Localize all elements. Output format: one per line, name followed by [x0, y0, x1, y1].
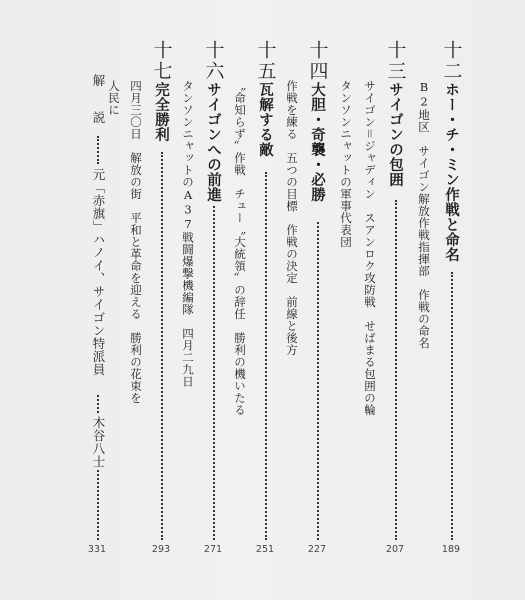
chapter-subtopics: 〝命知らず〟作戦 チュー〝大統領〟の辞任 勝利の機いたる [233, 80, 247, 416]
chapter-title: 完全勝利 [153, 82, 170, 142]
dot-leader [265, 172, 267, 540]
page-number: 207 [385, 544, 405, 555]
dot-leader [161, 152, 163, 540]
chapter-title: ホー・チ・ミン作戦と命名 [443, 82, 460, 262]
toc-entry[interactable] [438, 0, 464, 600]
chapter-title: サイゴンの包囲 [387, 82, 404, 187]
page-number: 189 [441, 544, 461, 555]
page-number: 331 [87, 544, 107, 555]
dot-leader [97, 395, 99, 413]
chapter-number: 十二 [440, 40, 463, 82]
chapter-title: サイゴンへの前進 [205, 82, 222, 202]
chapter-number: 十三 [384, 40, 407, 82]
commentary-label: 解 説 [91, 74, 106, 130]
chapter-number: 十六 [202, 40, 225, 82]
chapter-subtopics: タンソンニャットの軍事代表団 [339, 80, 353, 248]
dot-leader [317, 222, 319, 540]
chapter-subtopics: B2地区 サイゴン解放作戦指揮部 作戦の命名 [417, 80, 431, 349]
dot-leader [451, 272, 453, 540]
page-number: 271 [203, 544, 223, 555]
chapter-subtopics: サイゴン＝ジャディン スアンロク攻防戦 せばまる包囲の輪 [363, 80, 377, 416]
commentary-text: 元「赤旗」ハノイ、サイゴン特派員 [91, 168, 106, 376]
dot-leader [97, 136, 99, 164]
toc-entry[interactable] [148, 0, 174, 600]
chapter-number: 十四 [306, 40, 329, 82]
dot-leader [97, 470, 99, 540]
chapter-subtopics: 作戦を練る 五つの目標 作戦の決定 前線と後方 [285, 80, 299, 356]
chapter-subtopics: 人民に [107, 80, 121, 116]
chapter-title: 大胆・奇襲・必勝 [309, 82, 326, 202]
toc-entry[interactable] [252, 0, 278, 600]
chapter-title: 瓦解する敵 [257, 82, 274, 157]
page-number: 251 [255, 544, 275, 555]
toc-entry[interactable] [382, 0, 408, 600]
dot-leader [395, 200, 397, 540]
chapter-number: 十七 [150, 40, 173, 82]
dot-leader [213, 206, 215, 540]
chapter-subtopics: タンソンニャットのA37戦闘爆撃機編隊 四月二九日 [181, 80, 195, 388]
page-number: 227 [307, 544, 327, 555]
toc-entry[interactable] [304, 0, 330, 600]
toc-entry-commentary[interactable] [84, 0, 110, 600]
page-number: 293 [151, 544, 171, 555]
chapter-subtopics: 四月三〇日 解放の街 平和と革命を迎える 勝利の花束を [129, 80, 143, 404]
toc-entry[interactable] [200, 0, 226, 600]
chapter-number: 十五 [254, 40, 277, 82]
commentary-author: 木谷八士 [91, 416, 106, 468]
